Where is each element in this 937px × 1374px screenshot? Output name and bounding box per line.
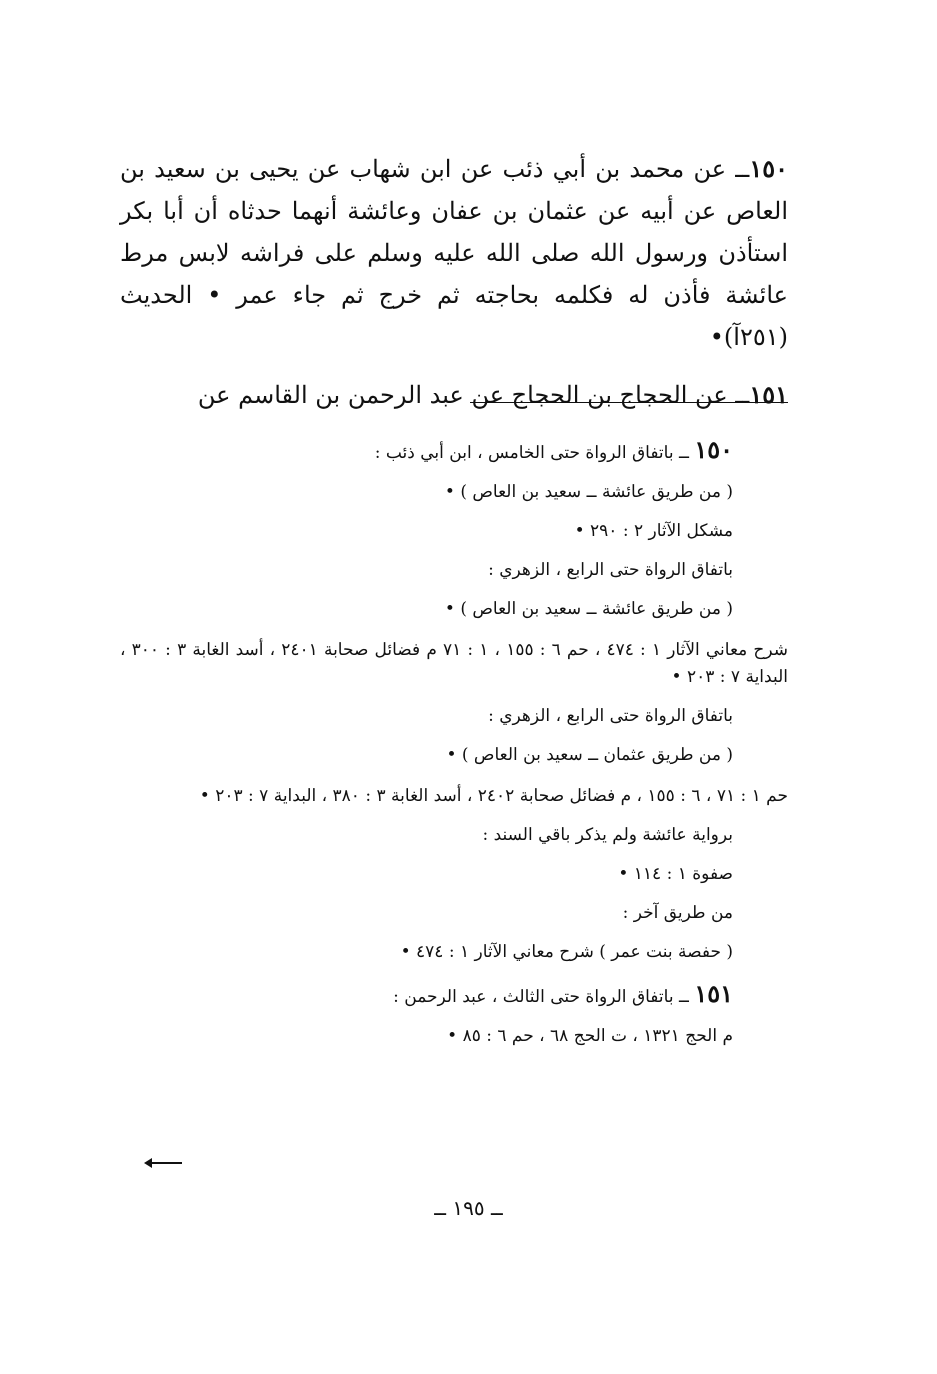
footnote-separator: [470, 402, 788, 403]
paragraph-151: [120, 374, 788, 416]
footnote-151-number: ١٥١: [694, 979, 733, 1008]
left-arrow-icon: [146, 1162, 182, 1164]
footnote-150-line-4: باتفاق الرواة حتى الرابع ، الزهري :: [488, 560, 733, 580]
footnote-150-line-5: ( من طريق عائشة ــ سعيد بن العاص ) •: [444, 599, 733, 619]
paragraph-151-number: ١٥١: [749, 380, 788, 409]
footnote-150-line-10: برواية عائشة ولم يذكر باقي السند :: [482, 825, 733, 845]
footnote-150-line-13: ( حفصة بنت عمر ) شرح معاني الآثار ١ : ٤٧٤ •: [400, 942, 733, 962]
paragraph-150-number: ١٥٠: [749, 154, 788, 183]
paragraph-151-text: ــ عن الحجاج بن الحجاج عن عبد الرحمن بن القاسم عن: [197, 381, 750, 409]
footnotes: [120, 436, 788, 1050]
footnote-150-line-11: صفوة ١ : ١١٤ •: [618, 864, 733, 884]
footnote-150-line-1: ١٥٠ ــ باتفاق الرواة حتى الخامس ، ابن أبي ذئب :: [374, 435, 733, 464]
footnote-150-number: ١٥٠: [694, 435, 733, 464]
footnote-150-line-12: من طريق آخر :: [622, 903, 733, 923]
footnote-150-line-6: شرح معاني الآثار ١ : ٤٧٤ ، حم ٦ : ١٥٥ ، ١ : ٧١ م فضائل صحابة ٢٤٠١ ، أسد الغابة ٣ : ٣٠٠ ، البداية ٧ : ٢٠٣ •: [120, 640, 789, 687]
paragraph-150-text: ــ عن محمد بن أبي ذئب عن ابن شهاب عن يحيى بن سعيد بن العاص عن أبيه عن عثمان بن عفان وعائشة أنهما حدثاه أن أبا بكر استأذن ورسول الله صلى الله عليه وسلم على فراشه لابس مرط عائشة فأذن له فكلمه بحاجته ثم خرج ثم جاء عمر • الحديث (٢٥١آ)•: [120, 155, 788, 351]
paragraph-150: [120, 148, 788, 358]
footnote-150-line-3: مشكل الآثار ٢ : ٢٩٠ •: [574, 521, 733, 541]
page-number: ــ ١٩٥ ــ: [434, 1196, 503, 1220]
footnote-150-line-8: ( من طريق عثمان ــ سعيد بن العاص ) •: [446, 745, 733, 765]
footnote-150-line-7: باتفاق الرواة حتى الرابع ، الزهري :: [488, 706, 733, 726]
main-text: [120, 148, 788, 416]
footnote-151-line-1: ١٥١ ــ باتفاق الرواة حتى الثالث ، عبد الرحمن :: [393, 979, 733, 1008]
footnote-151-line-2: م الحج ١٣٢١ ، ت الحج ٦٨ ، حم ٦ : ٨٥ •: [447, 1026, 733, 1046]
footnote-150-line-2: ( من طريق عائشة ــ سعيد بن العاص ) •: [444, 482, 733, 502]
footnote-150-line-9: حم ١ : ٧١ ، ٦ : ١٥٥ ، م فضائل صحابة ٢٤٠٢ ، أسد الغابة ٣ : ٣٨٠ ، البداية ٧ : ٢٠٣ •: [199, 786, 788, 806]
